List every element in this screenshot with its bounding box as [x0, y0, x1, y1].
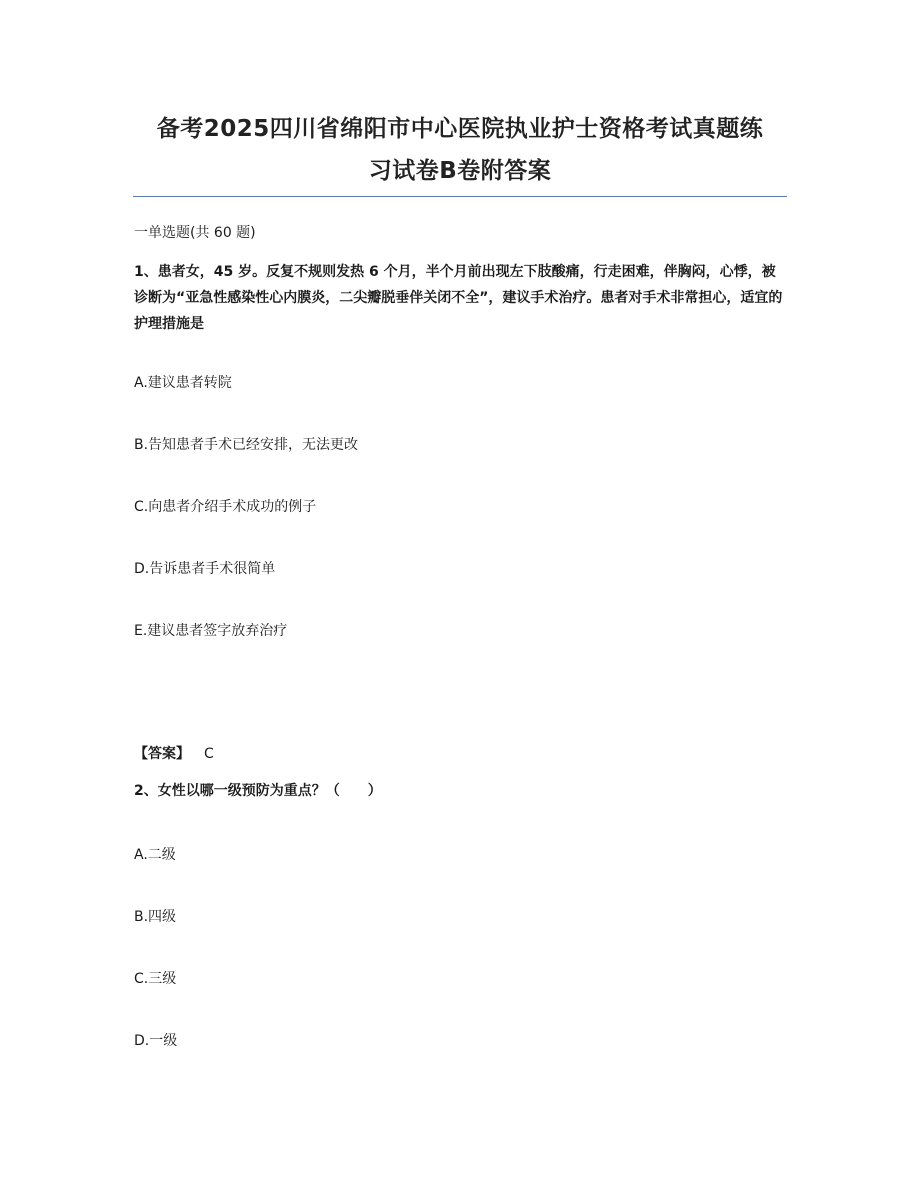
title-line-1: 备考2025四川省绵阳市中心医院执业护士资格考试真题练 — [156, 116, 764, 142]
question-2-text: 2、女性以哪一级预防为重点？（ ） — [134, 783, 382, 799]
question-1-option-d: D.告诉患者手术很简单 — [134, 561, 276, 577]
question-2-option-c: C.三级 — [134, 971, 177, 987]
question-2-option-b: B.四级 — [134, 909, 177, 925]
title-line-2: 习试卷B卷附答案 — [368, 158, 552, 184]
question-1-option-e: E.建议患者签字放弃治疗 — [134, 623, 288, 639]
question-1-option-b: B.告知患者手术已经安排，无法更改 — [134, 437, 359, 453]
answer-value: C — [204, 746, 214, 762]
question-1-option-c: C.向患者介绍手术成功的例子 — [134, 499, 317, 515]
document-title — [110, 108, 810, 192]
question-2-option-d: D.一级 — [134, 1033, 178, 1049]
section-header: 一单选题(共 60 题) — [134, 225, 256, 241]
question-1-answer — [134, 743, 214, 765]
question-1-option-a: A.建议患者转院 — [134, 375, 232, 391]
question-2-option-a: A.二级 — [134, 847, 176, 863]
question-1-text: 1、患者女，45 岁。反复不规则发热 6 个月，半个月前出现左下肢酸痛，行走困难，伴胸闷，心悸，被诊断为“亚急性感染性心内膜炎，二尖瓣脱垂伴关闭不全”，建议手术治疗。患者对手术非常担心，适宜的护理措施是 — [134, 264, 783, 332]
title-divider — [133, 196, 787, 197]
answer-label: 【答案】 — [134, 746, 190, 762]
